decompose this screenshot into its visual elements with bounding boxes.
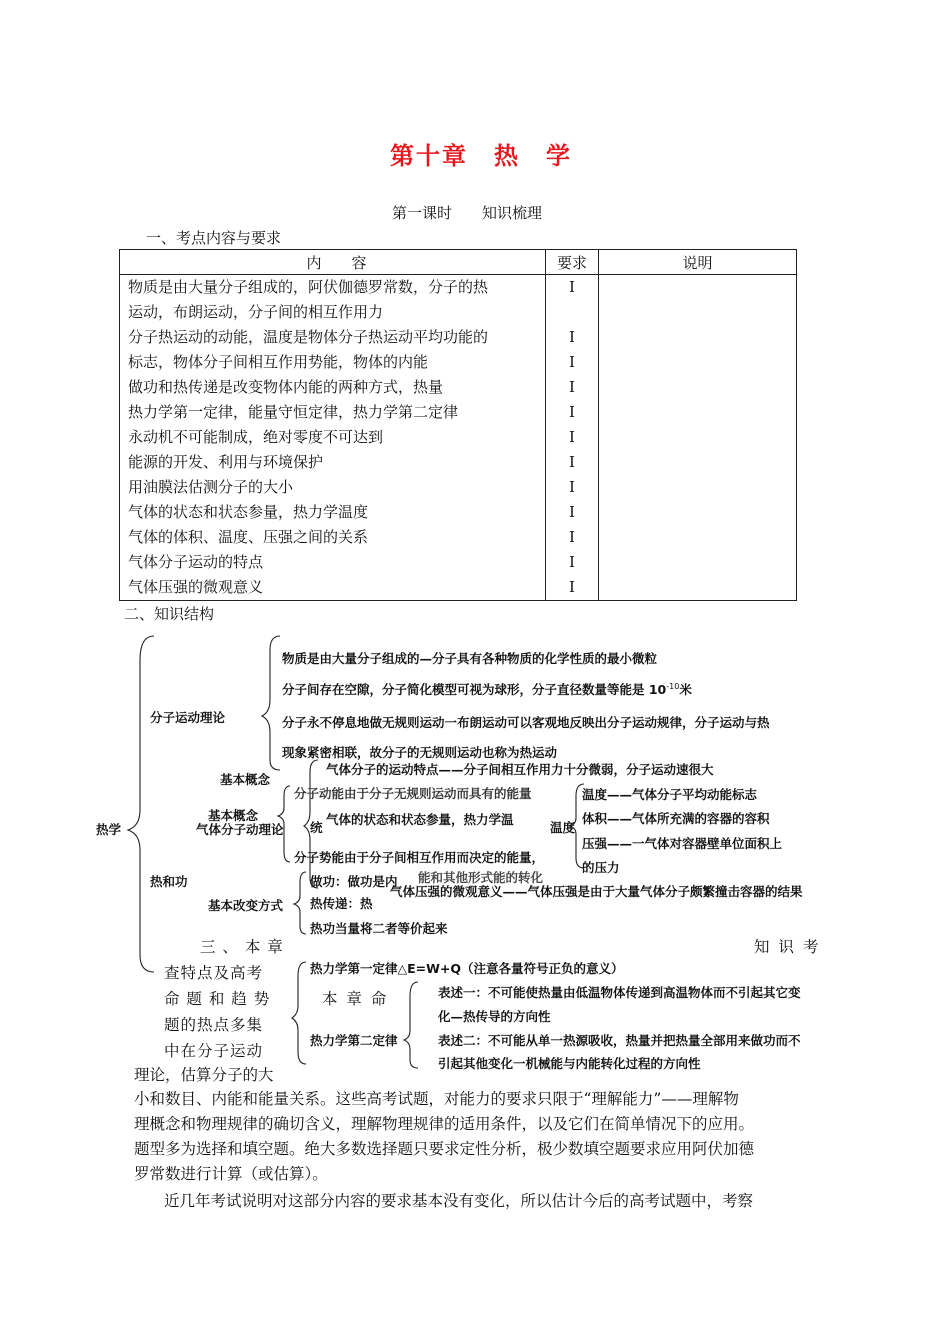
pressure-item: 压强——一气体对容器壁单位面积上 bbox=[582, 836, 783, 851]
first-law: 热力学第一定律△E=W+Q（注意各量符号正负的意义） bbox=[310, 961, 624, 976]
statement-2b: 引起其他变化一机械能与内能转化过程的方向性 bbox=[438, 1056, 701, 1071]
requirement-level: I bbox=[569, 428, 575, 446]
molecular-item-2 bbox=[282, 680, 692, 698]
section3-line-3: 命 题 和 趋 势 bbox=[164, 990, 271, 1008]
basic-concept-label-2: 基本概念 bbox=[208, 808, 259, 823]
table-row: 分子热运动的动能，温度是物体分子热运动平均功能的 bbox=[128, 328, 489, 346]
table-row: 气体压强的微观意义 bbox=[128, 578, 264, 596]
table-row: 做功和热传递是改变物体内能的两种方式，热量 bbox=[128, 378, 444, 396]
molecular-item-1: 物质是由大量分子组成的—分子具有各种物质的化学性质的最小微粒 bbox=[282, 651, 658, 666]
paragraph-2: 近几年考试说明对这部分内容的要求基本没有变化，所以估计今后的高考试题中，考察 bbox=[164, 1192, 754, 1210]
table-row: 能源的开发、利用与环境保护 bbox=[128, 453, 324, 471]
second-law: 热力学第二定律 bbox=[310, 1033, 398, 1048]
temperature-item: 温度——气体分子平均动能标志 bbox=[582, 787, 758, 802]
paragraph-line-4: 罗常数进行计算（或估算）。 bbox=[134, 1165, 328, 1183]
energy-conversion: 能和其他形式能的转化 bbox=[418, 870, 544, 885]
requirement-level: I bbox=[569, 453, 575, 471]
section-heading-1: 一、考点内容与要求 bbox=[146, 229, 282, 247]
chapter-title: 第十章 热 学 bbox=[390, 141, 572, 170]
paragraph-line-1: 小和数目、内能和能量关系。这些高考试题，对能力的要求只限于“理解能力”——理解物 bbox=[134, 1090, 739, 1108]
structure-root: 热学 bbox=[96, 822, 122, 837]
requirement-level: I bbox=[569, 378, 575, 396]
exponent: -10 bbox=[666, 681, 680, 691]
tong-char: 统 bbox=[310, 820, 323, 835]
branch-heat-work: 热和功 bbox=[150, 874, 188, 889]
paragraph-line-3: 题型多为选择和填空题。绝大多数选择题只要求定性分析，极少数填空题要求应用阿伏加德 bbox=[134, 1140, 755, 1158]
section3-line-2: 查特点及高考 bbox=[164, 964, 264, 982]
section3-line-1: 三 、 本 章 bbox=[200, 938, 284, 956]
requirement-level: I bbox=[569, 528, 575, 546]
table-row: 物质是由大量分子组成的，阿伏伽德罗常数，分子的热 bbox=[128, 278, 489, 296]
pressure-item-cont: 的压力 bbox=[582, 860, 620, 875]
header-notes: 说明 bbox=[599, 250, 797, 275]
molecular-item-4: 现象紧密相联，故分子的无规则运动也称为热运动 bbox=[282, 745, 558, 760]
statement-1b: 化—热传导的方向性 bbox=[438, 1009, 551, 1024]
section3-mid: 本 章 命 bbox=[322, 990, 389, 1008]
molecular-item-3: 分子永不停息地做无规则运动一布朗运动可以客观地反映出分子运动规律，分子运动与热 bbox=[282, 715, 770, 730]
lesson-subtitle: 第一课时 知识梳理 bbox=[392, 204, 543, 222]
pressure-micro-meaning: 气体压强的微观意义——气体压强是由于大量气体分子颇繁撞击容器的结果 bbox=[390, 884, 803, 899]
table-row: 热力学第一定律，能量守恒定律，热力学第二定律 bbox=[128, 403, 459, 421]
requirement-level: I bbox=[569, 478, 575, 496]
molecular-kinetic-energy: 分子动能由于分子无规则运动而具有的能量 bbox=[294, 786, 532, 801]
work-item: 做功：做功是内 bbox=[310, 874, 398, 889]
table-row: 永动机不可能制成，绝对零度不可达到 bbox=[128, 428, 384, 446]
gas-motion-feature: 气体分子的运动特点——分子间相互作用力十分微弱，分子运动速很大 bbox=[326, 762, 714, 777]
heat-equivalent-item: 热功当量将二者等价起来 bbox=[310, 921, 448, 936]
requirement-level: I bbox=[569, 503, 575, 521]
table-row: 运动，布朗运动，分子间的相互作用力 bbox=[128, 303, 384, 321]
requirement-level: I bbox=[569, 353, 575, 371]
section3-line-6: 理论，估算分子的大 bbox=[134, 1066, 274, 1084]
molecular-potential-energy: 分子势能由于分子间相互作用而决定的能量， bbox=[294, 850, 545, 865]
requirement-level: I bbox=[569, 578, 575, 596]
requirement-level: I bbox=[569, 278, 575, 296]
section3-line-5: 中在分子运动 bbox=[164, 1042, 264, 1060]
header-content: 内 容 bbox=[120, 250, 546, 275]
section3-line-4: 题的热点多集 bbox=[164, 1016, 264, 1034]
volume-item: 体积——气体所充满的容器的容积 bbox=[582, 811, 770, 826]
gas-state-parameters: 气体的状态和状态参量，热力学温 bbox=[326, 812, 514, 827]
section3-right: 知 识 考 bbox=[754, 938, 821, 956]
statement-1a: 表述一：不可能使热量由低温物体传递到高温物体而不引起其它变 bbox=[438, 985, 801, 1000]
statement-2a: 表述二：不可能从单一热源吸收，热量并把热量全部用来做功而不 bbox=[438, 1033, 801, 1048]
section-heading-2: 二、知识结构 bbox=[124, 605, 215, 623]
molecular-item-2-unit: 米 bbox=[679, 682, 692, 697]
molecular-item-2-text: 分子间存在空隙，分子简化模型可视为球形，分子直径数量等能是 10 bbox=[282, 682, 667, 697]
header-requirement: 要求 bbox=[546, 250, 599, 275]
table-row: 气体的状态和状态参量，热力学温度 bbox=[128, 503, 369, 521]
gas-kinetic-theory: 气体分子动理论 bbox=[196, 822, 284, 837]
basic-concept-label: 基本概念 bbox=[220, 772, 271, 787]
table-row: 用油膜法估测分子的大小 bbox=[128, 478, 294, 496]
temperature-label: 温度 bbox=[550, 820, 576, 835]
change-modes-label: 基本改变方式 bbox=[208, 898, 284, 913]
branch-molecular-theory: 分子运动理论 bbox=[150, 710, 226, 725]
requirement-level: I bbox=[569, 403, 575, 421]
paragraph-line-2: 理概念和物理规律的确切含义，理解物理规律的适用条件，以及它们在简单情况下的应用。 bbox=[134, 1115, 755, 1133]
heat-transfer-item: 热传递：热 bbox=[310, 896, 373, 911]
table-row: 标志，物体分子间相互作用势能，物体的内能 bbox=[128, 353, 429, 371]
table-row: 气体的体积、温度、压强之间的关系 bbox=[128, 528, 369, 546]
requirement-level: I bbox=[569, 553, 575, 571]
requirement-level: I bbox=[569, 328, 575, 346]
table-row: 气体分子运动的特点 bbox=[128, 553, 264, 571]
